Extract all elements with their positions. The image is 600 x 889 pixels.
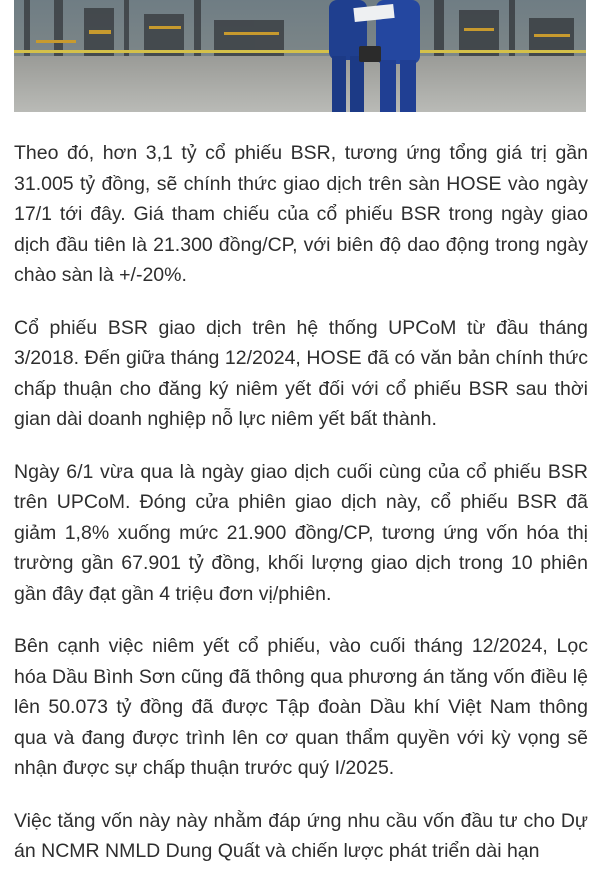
article-photo xyxy=(14,0,586,112)
paragraph-capital-purpose: Việc tăng vốn này này nhằm đáp ứng nhu cầu vốn đầu tư cho Dự án NCMR NMLD Dung Quất và chiến lược phát triển dài hạn xyxy=(14,809,588,862)
paragraph-capital-increase: Bên cạnh việc niêm yết cổ phiếu, vào cuối tháng 12/2024, Lọc hóa Dầu Bình Sơn cũng đã thông qua phương án tăng vốn điều lệ lên 50.073 tỷ đồng đã được Tập đoàn Dầu khí Việt Nam thông qua và đang được trình lên cơ quan thẩm quyền với kỳ vọng sẽ nhận được sự chấp thuận trước quý I/2025. xyxy=(14,635,588,779)
paragraph-last-trading-day: Ngày 6/1 vừa qua là ngày giao dịch cuối cùng của cổ phiếu BSR trên UPCoM. Đóng cửa phiên giao dịch này, cổ phiếu BSR đã giảm 1,8% xuống mức 21.900 đồng/CP, tương ứng vốn hóa thị trường gần 67.901 tỷ đồng, khối lượng giao dịch trong 10 phiên gần đây đạt gần 4 triệu đơn vị/phiên. xyxy=(14,460,588,605)
article-body xyxy=(14,138,588,889)
paragraph-listing-details: Theo đó, hơn 3,1 tỷ cổ phiếu BSR, tương ứng tổng giá trị gần 31.005 tỷ đồng, sẽ chính thức giao dịch trên sàn HOSE vào ngày 17/1 tới đây. Giá tham chiếu của cổ phiếu BSR trong ngày giao dịch đầu tiên là 21.300 đồng/CP, với biên độ dao động trong ngày chào sàn là +/-20%. xyxy=(14,142,588,286)
paragraph-upcom-history: Cổ phiếu BSR giao dịch trên hệ thống UPCoM từ đầu tháng 3/2018. Đến giữa tháng 12/2024, HOSE đã có văn bản chính thức chấp thuận cho đăng ký niêm yết đối với cổ phiếu BSR sau thời gian dài doanh nghiệp nỗ lực niêm yết bất thành. xyxy=(14,316,588,430)
